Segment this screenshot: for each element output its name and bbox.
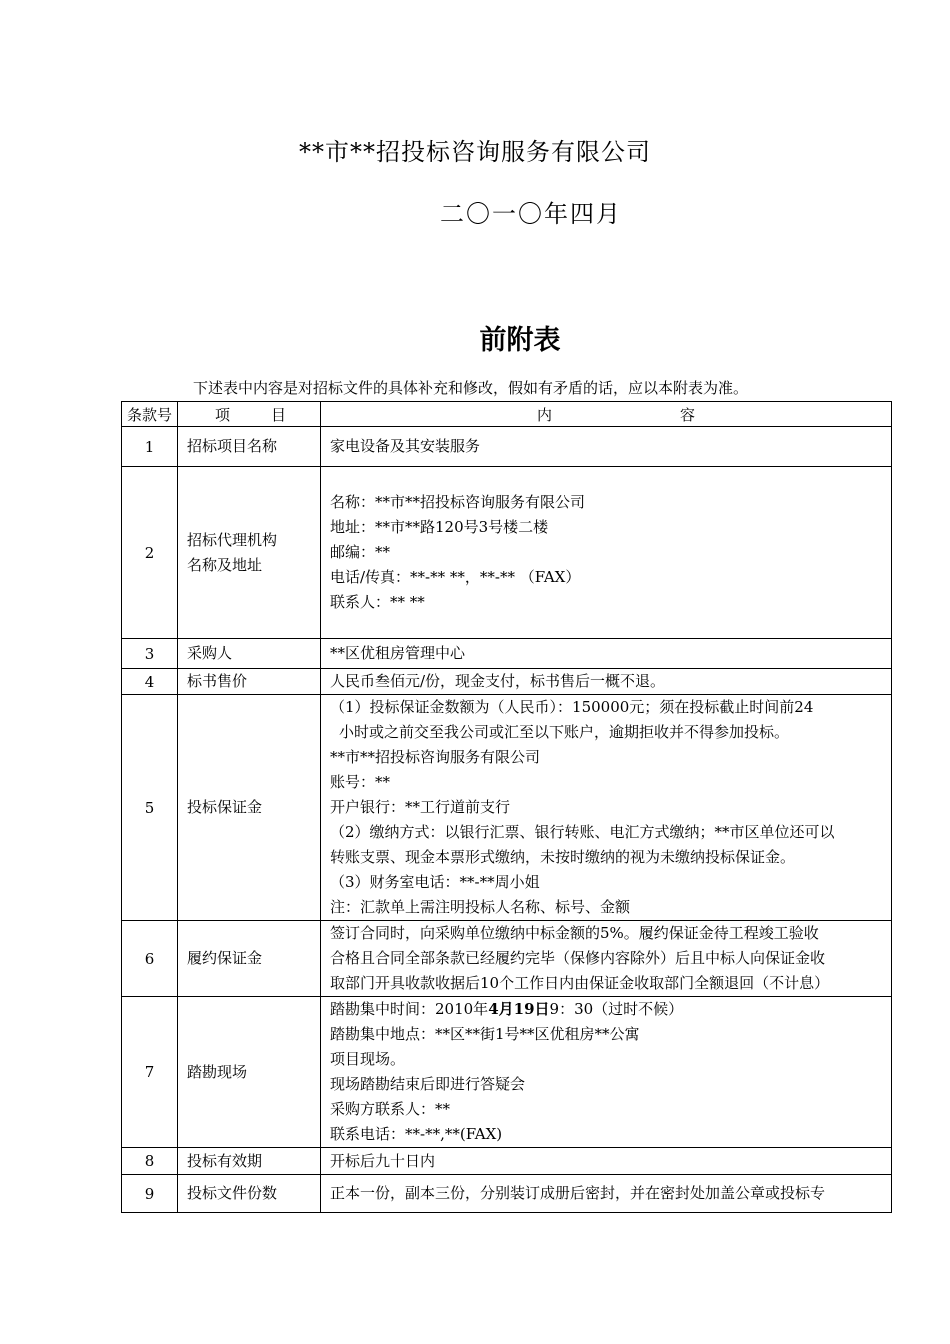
item-content: 人民币叁佰元/份，现金支付，标书售后一概不退。 (321, 669, 892, 695)
clause-number: 2 (122, 467, 178, 639)
page-title: 前附表 (479, 325, 561, 356)
header-clause-no: 条款号 (122, 402, 178, 427)
intro-text: 下述表中内容是对招标文件的具体补充和修改，假如有矛盾的话，应以本附表为准。 (193, 379, 749, 397)
item-name: 投标文件份数 (178, 1175, 321, 1213)
item-name: 投标有效期 (178, 1148, 321, 1175)
clause-number: 9 (122, 1175, 178, 1213)
item-content: 正本一份，副本三份，分别装订成册后密封，并在密封处加盖公章或投标专 (321, 1175, 892, 1213)
table-row (122, 669, 892, 695)
header-content-char-1: 内 (537, 405, 553, 424)
header-item-char-2: 目 (270, 405, 286, 424)
header-item (178, 402, 321, 427)
item-content: 家电设备及其安装服务 (321, 427, 892, 467)
clause-number: 4 (122, 669, 178, 695)
appendix-table (121, 401, 892, 1213)
header-content-char-2: 容 (679, 405, 695, 424)
item-name: 投标保证金 (178, 695, 321, 921)
header-item-char-1: 项 (215, 405, 231, 424)
item-content: 踏勘集中时间：2010年4月19日9：30（过时不候） 踏勘集中地点：**区**街1号**区优租房**公寓 项目现场。 现场踏勘结束后即进行答疑会 采购方联系人：** 联系电话：**-**,**(FAX) (321, 997, 892, 1148)
item-name: 招标代理机构 名称及地址 (178, 467, 321, 639)
site-visit-time: 踏勘集中时间：2010年4月19日9：30（过时不候） (330, 1000, 684, 1018)
clause-number: 3 (122, 639, 178, 669)
table-row (122, 467, 892, 639)
document-date: 二〇一〇年四月 (440, 200, 622, 228)
clause-number: 1 (122, 427, 178, 467)
item-content: （1）投标保证金数额为（人民币）：150000元；须在投标截止时间前24 小时或之前交至我公司或汇至以下账户，逾期拒收并不得参加投标。 **市**招投标咨询服务有限公司 账号：** 开户银行：**工行道前支行 （2）缴纳方式：以银行汇票、银行转账、电汇方式缴纳；**市区单位还可以 转账支票、现金本票形式缴纳，未按时缴纳的视为未缴纳投标保证金。 （3）财务室电话：**-**周小姐 注：汇款单上需注明投标人名称、标号、金额 (321, 695, 892, 921)
company-name: **市**招投标咨询服务有限公司 (299, 138, 651, 166)
item-name: 踏勘现场 (178, 997, 321, 1148)
item-content: 签订合同时，向采购单位缴纳中标金额的5%。履约保证金待工程竣工验收 合格且合同全部条款已经履约完毕（保修内容除外）后且中标人向保证金收 取部门开具收款收据后10个工作日内由保证金收取部门全额退回（不计息） (321, 921, 892, 997)
clause-number: 7 (122, 997, 178, 1148)
table-row (122, 427, 892, 467)
table-row (122, 997, 892, 1148)
item-content: **区优租房管理中心 (321, 639, 892, 669)
clause-number: 6 (122, 921, 178, 997)
item-name: 采购人 (178, 639, 321, 669)
table-row (122, 1148, 892, 1175)
clause-number: 8 (122, 1148, 178, 1175)
item-name: 标书售价 (178, 669, 321, 695)
item-content: 名称：**市**招投标咨询服务有限公司 地址：**市**路120号3号楼二楼 邮编：** 电话/传真：**-** **，**-** （FAX） 联系人：** ** (321, 467, 892, 639)
header-content (321, 402, 892, 427)
clause-number: 5 (122, 695, 178, 921)
table-header-row (122, 402, 892, 427)
item-content: 开标后九十日内 (321, 1148, 892, 1175)
table-row (122, 639, 892, 669)
table-row (122, 695, 892, 921)
item-name: 招标项目名称 (178, 427, 321, 467)
table-row (122, 1175, 892, 1213)
item-name: 履约保证金 (178, 921, 321, 997)
table-row (122, 921, 892, 997)
